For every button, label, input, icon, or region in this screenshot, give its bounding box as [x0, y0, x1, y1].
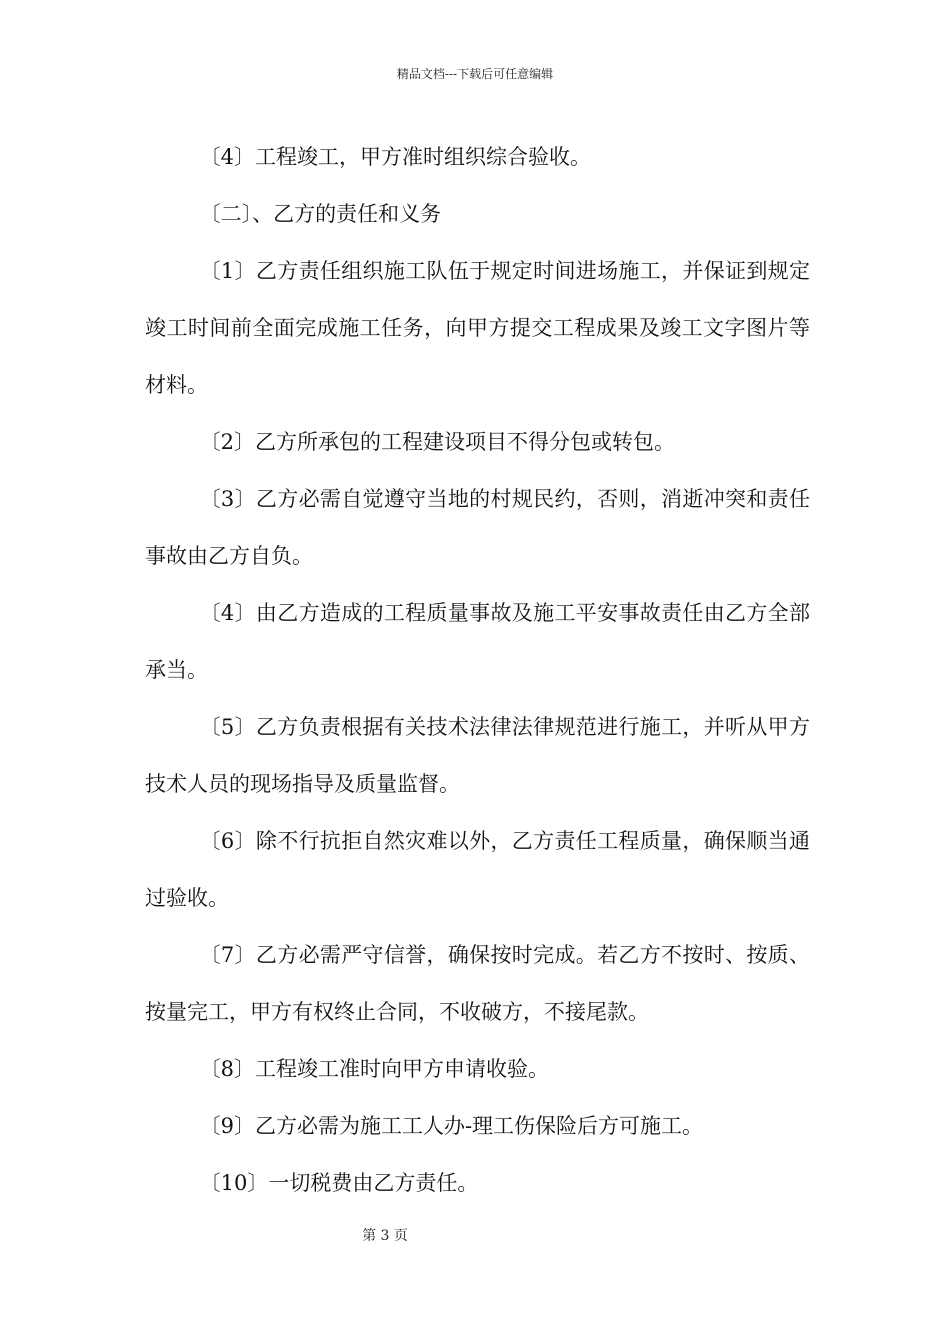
paragraph: 〔10〕一切税费由乙方责任。 [199, 1171, 479, 1195]
paragraph: 〔1〕乙方责任组织施工队伍于规定时间进场施工，并保证到规定竣工时间前全面完成施工任务，向甲方提交工程成果及竣工文字图片等材料。 [145, 259, 810, 397]
document-body [145, 129, 810, 1212]
paragraph: 〔4〕工程竣工，甲方准时组织综合验收。 [199, 145, 591, 169]
paragraph: 〔9〕乙方必需为施工工人办-理工伤保险后方可施工。 [199, 1114, 704, 1138]
paragraph: 〔3〕乙方必需自觉遵守当地的村规民约，否则，消逝冲突和责任事故由乙方自负。 [145, 487, 810, 568]
paragraph: 〔2〕乙方所承包的工程建设项目不得分包或转包。 [199, 430, 675, 454]
page-number: 第 3 页 [362, 1228, 408, 1244]
paragraph: 〔8〕工程竣工准时向甲方申请收验。 [199, 1057, 549, 1081]
paragraph: 〔6〕除不行抗拒自然灾难以外，乙方责任工程质量，确保顺当通过验收。 [145, 829, 810, 910]
page-header: 精品文档---下载后可任意编辑 [396, 67, 554, 81]
paragraph: 〔4〕由乙方造成的工程质量事故及施工平安事故责任由乙方全部承当。 [145, 601, 810, 682]
paragraph: 〔5〕乙方负责根据有关技术法律法律规范进行施工，并听从甲方技术人员的现场指导及质量监督。 [145, 715, 810, 796]
paragraph: 〔7〕乙方必需严守信誉，确保按时完成。若乙方不按时、按质、按量完工，甲方有权终止合同，不收破方，不接尾款。 [145, 943, 810, 1024]
section-heading: 〔二〕、乙方的责任和义务 [199, 202, 442, 226]
